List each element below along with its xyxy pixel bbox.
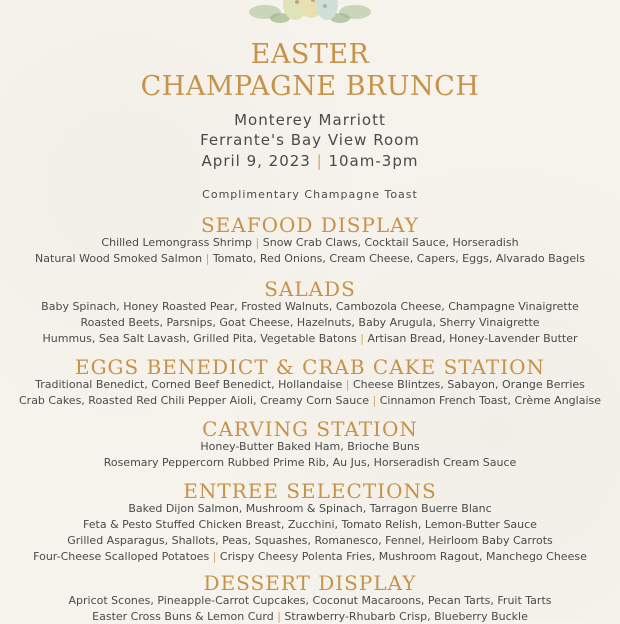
venue-room: Ferrante's Bay View Room — [200, 131, 420, 149]
menu-item-text: Strawberry-Rhubarb Crisp, Blueberry Buckle — [284, 610, 528, 623]
separator: | — [273, 610, 285, 623]
event-date: April 9, 2023 — [201, 152, 311, 170]
menu-item-line — [0, 594, 620, 608]
menu-item-line — [0, 252, 620, 266]
menu-item-line — [0, 534, 620, 548]
menu-item-line — [0, 332, 620, 346]
easter-egg-wreath-icon — [245, 0, 375, 30]
menu-item-text: Baked Dijon Salmon, Mushroom & Spinach, Tarragon Buerre Blanc — [128, 502, 492, 515]
menu-item-line — [0, 518, 620, 532]
menu-item-text: Rosemary Peppercorn Rubbed Prime Rib, Au Jus, Horseradish Cream Sauce — [103, 456, 517, 469]
page-title-line-1: EASTER — [250, 39, 370, 70]
section-title: DESSERT DISPLAY — [203, 571, 417, 595]
menu-item-text: Honey-Butter Baked Ham, Brioche Buns — [200, 440, 420, 453]
menu-item-text: Snow Crab Claws, Cocktail Sauce, Horseradish — [262, 236, 519, 249]
menu-item-line — [0, 316, 620, 330]
separator: | — [252, 236, 263, 249]
menu-item-line — [0, 300, 620, 314]
menu-item-text: Hummus, Sea Salt Lavash, Grilled Pita, Vegetable Batons — [42, 332, 357, 345]
menu-item-text: Traditional Benedict, Corned Beef Benedict, Hollandaise — [35, 378, 343, 391]
separator: | — [342, 378, 353, 391]
section-title: ENTREE SELECTIONS — [183, 479, 437, 503]
menu-item-text: Tomato, Red Onions, Cream Cheese, Capers, Eggs, Alvarado Bagels — [212, 252, 585, 265]
section-title: EGGS BENEDICT & CRAB CAKE STATION — [74, 355, 546, 379]
menu-item-text: Crispy Cheesy Polenta Fries, Mushroom Ragout, Manchego Cheese — [219, 550, 587, 563]
champagne-toast-note: Complimentary Champagne Toast — [202, 188, 418, 201]
menu-item-text: Crab Cakes, Roasted Red Chili Pepper Aioli, Creamy Corn Sauce — [18, 394, 370, 407]
menu-item-line — [0, 440, 620, 454]
menu-item-text: Baby Spinach, Honey Roasted Pear, Frosted Walnuts, Cambozola Cheese, Champagne Vinaigrette — [41, 300, 579, 313]
event-date-time — [0, 151, 620, 171]
menu-item-line — [0, 456, 620, 470]
section-title: SALADS — [264, 277, 356, 301]
menu-item-line — [0, 550, 620, 564]
venue-name: Monterey Marriott — [234, 111, 386, 129]
menu-item-text: Four-Cheese Scalloped Potatoes — [33, 550, 210, 563]
menu-item-text: Chilled Lemongrass Shrimp — [101, 236, 253, 249]
menu-item-text: Natural Wood Smoked Salmon — [35, 252, 203, 265]
section-title: CARVING STATION — [202, 417, 418, 441]
menu-item-text: Cinnamon French Toast, Crème Anglaise — [379, 394, 602, 407]
menu-item-text: Cheese Blintzes, Sabayon, Orange Berries — [352, 378, 585, 391]
separator: | — [369, 394, 380, 407]
separator: | — [316, 152, 329, 170]
menu-item-text: Grilled Asparagus, Shallots, Peas, Squashes, Romanesco, Fennel, Heirloom Baby Carrots — [67, 534, 553, 547]
menu-item-line — [0, 610, 620, 624]
page-title-line-2: CHAMPAGNE BRUNCH — [140, 71, 480, 102]
menu-item-line — [0, 236, 620, 250]
section-title: SEAFOOD DISPLAY — [200, 213, 420, 237]
event-time: 10am-3pm — [328, 152, 419, 170]
menu-item-text: Apricot Scones, Pineapple-Carrot Cupcakes, Coconut Macaroons, Pecan Tarts, Fruit Tarts — [68, 594, 552, 607]
menu-item-line — [0, 378, 620, 392]
menu-item-text: Feta & Pesto Stuffed Chicken Breast, Zucchini, Tomato Relish, Lemon-Butter Sauce — [83, 518, 537, 531]
menu-item-text: Easter Cross Buns & Lemon Curd — [92, 610, 274, 623]
separator: | — [356, 332, 368, 345]
menu-item-text: Artisan Bread, Honey-Lavender Butter — [367, 332, 578, 345]
separator: | — [202, 252, 213, 265]
separator: | — [209, 550, 220, 563]
menu-item-text: Roasted Beets, Parsnips, Goat Cheese, Hazelnuts, Baby Arugula, Sherry Vinaigrette — [80, 316, 540, 329]
menu-item-line — [0, 394, 620, 408]
menu-item-line — [0, 502, 620, 516]
